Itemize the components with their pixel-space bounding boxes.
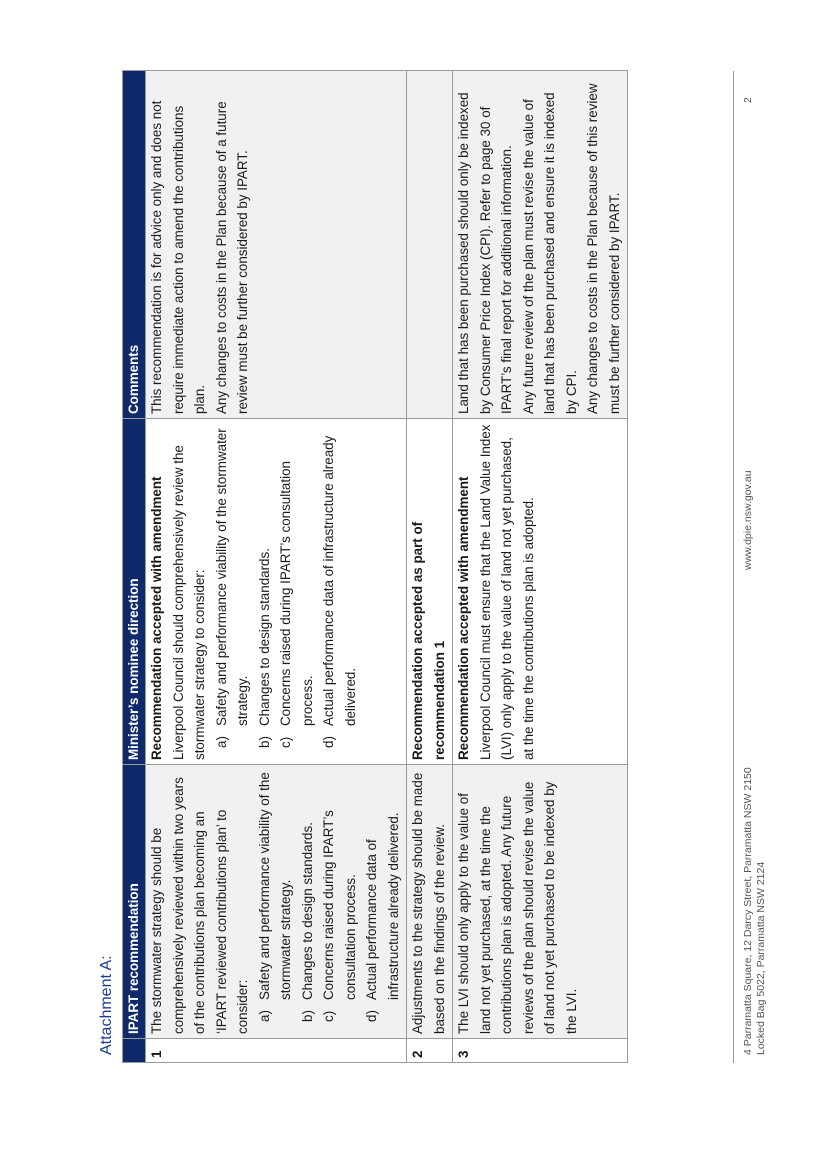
list-item: d) Actual performance data of infrastructure already delivered.: [364, 812, 401, 1022]
comment-paragraph: This recommendation is for advice only and does not require immediate action to amend the contributions plan.: [149, 100, 207, 414]
table-row: [453, 71, 628, 1063]
comments-cell: [453, 71, 628, 419]
minister-decision: Recommendation accepted with amendment: [149, 476, 164, 760]
header-num: [123, 1039, 146, 1063]
minister-text: Liverpool Council must ensure that the Land Value Index (LVI) only apply to the value of land not yet purchased, at the time the contributions plan is adopted.: [477, 424, 536, 760]
row-number: 1: [146, 1039, 407, 1063]
minister-direction-cell: [453, 419, 628, 765]
list-item: a) Safety and performance viability of the stormwater strategy.: [213, 428, 250, 748]
list-item: a) Safety and performance viability of the stormwater strategy.: [256, 772, 293, 1022]
ipart-list: [254, 769, 405, 1034]
comment-paragraph: Any changes to costs in the Plan because of this review must be further considered by IPART.: [585, 83, 622, 414]
header-comments: Comments: [123, 71, 146, 419]
ipart-recommendation-cell: [146, 765, 407, 1039]
table-row: [407, 71, 453, 1063]
comment-paragraph: Any future review of the plan must revise the value of land that has been purchased and ensure it is indexed by CPI.: [520, 92, 579, 414]
page-number: 2: [742, 97, 754, 103]
ipart-recommendation-cell: [407, 765, 453, 1039]
comment-paragraph: Land that has been purchased should only be indexed by Consumer Price Index (CPI). Refer to page 30 of IPART’s final report for additional information.: [456, 92, 514, 414]
comment-paragraph: Any changes to costs in the Plan because of a future review must be further considered by IPART.: [213, 101, 250, 414]
minister-direction-cell: [146, 419, 407, 765]
ipart-recommendation-cell: [453, 765, 628, 1039]
list-item: c) Concerns raised during IPART’s consultation process.: [321, 810, 358, 1022]
footer-divider: [733, 71, 734, 1063]
minister-list: [211, 423, 362, 760]
footer-address-line: Locked Bag 5022, Parramatta NSW 2124: [755, 861, 767, 1055]
table-header-row: [123, 71, 146, 1063]
comments-cell: [146, 71, 407, 419]
row-number: 3: [453, 1039, 628, 1063]
header-ipart-recommendation: IPART recommendation: [123, 765, 146, 1039]
footer-address-line: 4 Parramatta Square, 12 Darcy Street, Parramatta NSW 2150: [742, 767, 754, 1055]
header-minister-direction: Minister’s nominee direction: [123, 419, 146, 765]
minister-decision: Recommendation accepted as part of recommendation 1: [410, 521, 447, 760]
ipart-text: Adjustments to the strategy should be made based on the findings of the review.: [410, 772, 447, 1034]
list-item: d) Actual performance data of infrastructure already delivered.: [321, 435, 358, 748]
list-item: b) Changes to design standards.: [256, 548, 272, 748]
footer-address: [742, 767, 768, 1055]
attachment-heading: Attachment A:: [98, 955, 115, 1055]
list-item: c) Concerns raised during IPART’s consultation process.: [278, 461, 315, 748]
ipart-text: The LVI should only apply to the value of land not yet purchased, at the time the contributions plan is adopted. Any future reviews of the plan should revise the value of land not yet purchased to be indexed by the LVI.: [456, 781, 579, 1034]
minister-decision: Recommendation accepted with amendment: [456, 476, 471, 760]
comments-cell: [407, 71, 453, 419]
recommendations-table: [122, 70, 628, 1063]
list-item: b) Changes to design standards.: [299, 822, 315, 1022]
ipart-intro: The stormwater strategy should be comprehensively reviewed within two years of the contributions plan becoming an ‘IPART reviewed contributions plan’ to consider:: [149, 777, 250, 1034]
row-number: 2: [407, 1039, 453, 1063]
minister-intro: Liverpool Council should comprehensively review the stormwater strategy to consider:: [170, 445, 207, 760]
footer-website: www.dpie.nsw.gov.au: [742, 470, 754, 570]
minister-direction-cell: [407, 419, 453, 765]
table-row: [146, 71, 407, 1063]
